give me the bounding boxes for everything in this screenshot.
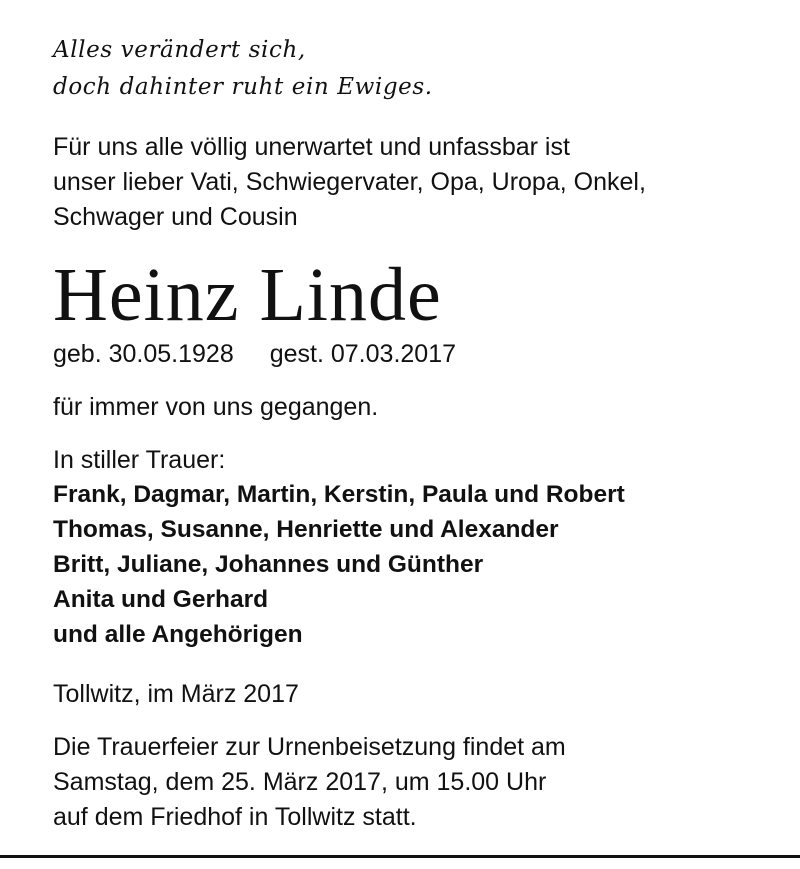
motto-line-1: Alles verändert sich,: [53, 37, 306, 63]
mourner-line: und alle Angehörigen: [53, 621, 303, 648]
ceremony-line-3: auf dem Friedhof in Tollwitz statt.: [53, 803, 417, 831]
departed-text: für immer von uns gegangen.: [53, 393, 379, 421]
death-date: gest. 07.03.2017: [269, 340, 457, 368]
ceremony-line-2: Samstag, dem 25. März 2017, um 15.00 Uhr: [53, 768, 547, 796]
ceremony-line-1: Die Trauerfeier zur Urnenbeisetzung findet am: [53, 733, 566, 761]
mourner-line: Frank, Dagmar, Martin, Kerstin, Paula und Robert: [53, 481, 625, 508]
mourner-line: Anita und Gerhard: [53, 586, 269, 613]
motto-line-2: doch dahinter ruht ein Ewiges.: [53, 74, 433, 100]
intro-line-3: Schwager und Cousin: [53, 203, 298, 231]
mourner-line: Thomas, Susanne, Henriette und Alexander: [53, 516, 559, 543]
mourner-line: Britt, Juliane, Johannes und Günther: [53, 551, 484, 578]
place-date: Tollwitz, im März 2017: [53, 680, 299, 708]
deceased-name: Heinz Linde: [53, 253, 442, 337]
birth-date: geb. 30.05.1928: [53, 340, 234, 368]
life-dates: [53, 340, 456, 369]
intro-line-1: Für uns alle völlig unerwartet und unfassbar ist: [53, 133, 570, 161]
mourners-heading: In stiller Trauer:: [53, 446, 226, 474]
intro-line-2: unser lieber Vati, Schwiegervater, Opa, Uropa, Onkel,: [53, 168, 646, 196]
